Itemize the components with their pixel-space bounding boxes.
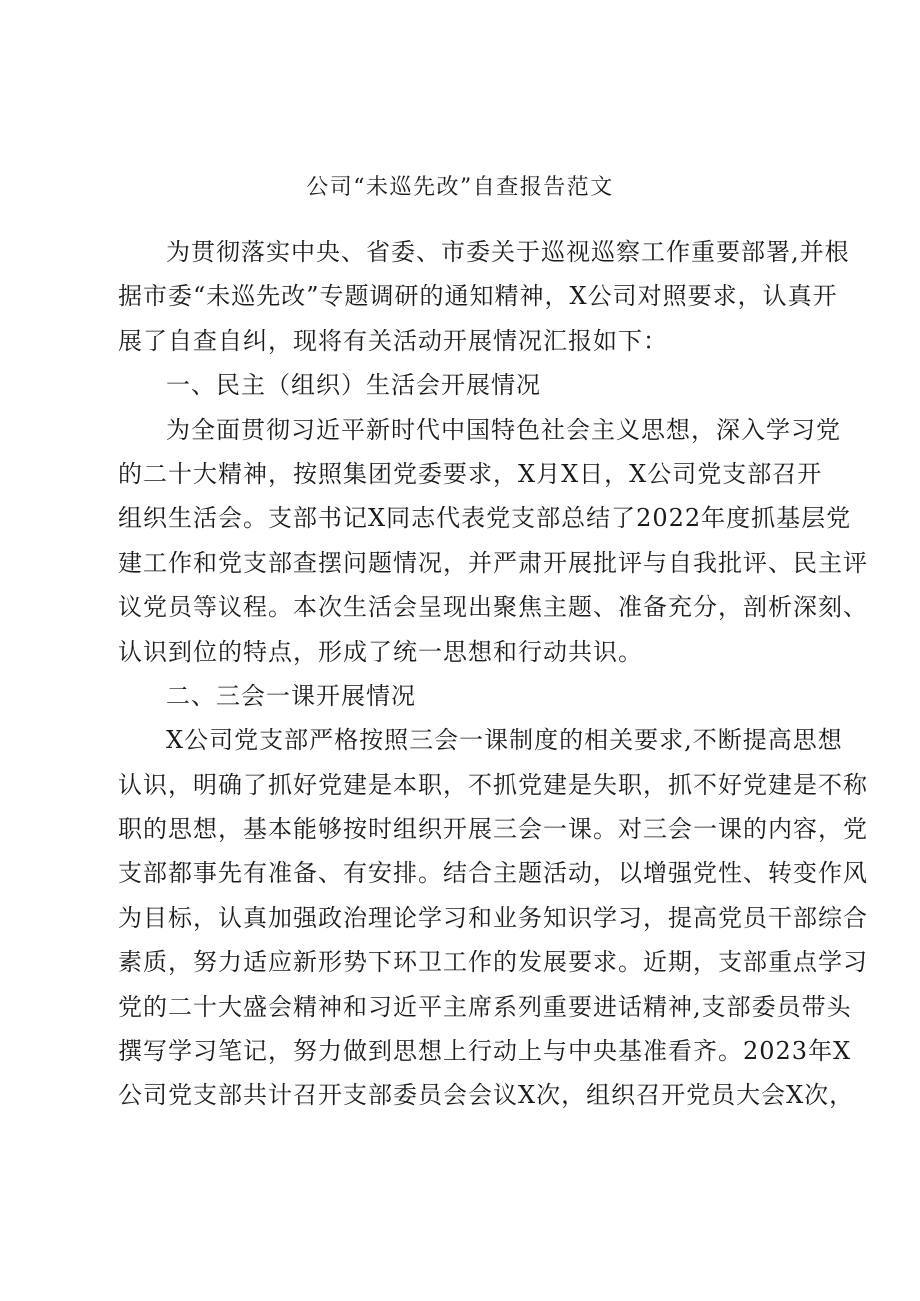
paragraph-line: 为全面贯彻习近平新时代中国特色社会主义思想，深入学习党 — [166, 415, 841, 444]
section-heading: 一、民主（组织）生活会开展情况 — [166, 371, 541, 400]
paragraph-line: 议党员等议程。本次生活会呈现出聚焦主题、准备充分，剖析深刻、 — [118, 593, 868, 622]
paragraph-line: 认识，明确了抓好党建是本职，不抓党建是失职，抓不好党建是不称 — [118, 770, 868, 799]
section-heading: 二、三会一课开展情况 — [166, 681, 416, 710]
paragraph-line: 为贯彻落实中央、省委、市委关于巡视巡察工作重要部署,并根 — [166, 238, 850, 266]
paragraph-line: 展了自查自纠，现将有关活动开展情况汇报如下： — [118, 326, 668, 355]
paragraph-line: 建工作和党支部查摆问题情况，并严肃开展批评与自我批评、民主评 — [118, 548, 868, 577]
paragraph-line: 为目标，认真加强政治理论学习和业务知识学习，提高党员干部综合 — [118, 903, 868, 932]
paragraph-line: 素质，努力适应新形势下环卫工作的发展要求。近期，支部重点学习 — [118, 948, 868, 977]
paragraph-line: 据市委“未巡先改”专题调研的通知精神，X公司对照要求，认真开 — [118, 282, 838, 311]
paragraph-line: 职的思想，基本能够按时组织开展三会一课。对三会一课的内容，党 — [118, 815, 868, 844]
paragraph-line: 党的二十大盛会精神和习近平主席系列重要进话精神,支部委员带头 — [118, 992, 852, 1021]
document-title: 公司“未巡先改”自查报告范文 — [306, 175, 614, 200]
paragraph-line: 撰写学习笔记，努力做到思想上行动上与中央基准看齐。2023年X — [118, 1037, 852, 1066]
paragraph-line: X公司党支部严格按照三会一课制度的相关要求,不断提高思想 — [166, 726, 843, 755]
paragraph-line: 的二十大精神，按照集团党委要求，X月X日，X公司党支部召开 — [118, 459, 823, 488]
document-body — [118, 230, 868, 1118]
paragraph-line: 支部都事先有准备、有安排。结合主题活动，以增强党性、转变作风 — [118, 859, 868, 888]
paragraph-line: 组织生活会。支部书记X同志代表党支部总结了2022年度抓基层党 — [118, 504, 852, 533]
paragraph-line: 认识到位的特点，形成了统一思想和行动共识。 — [118, 637, 643, 666]
paragraph-line: 公司党支部共计召开支部委员会会议X次，组织召开党员大会X次， — [118, 1081, 855, 1110]
